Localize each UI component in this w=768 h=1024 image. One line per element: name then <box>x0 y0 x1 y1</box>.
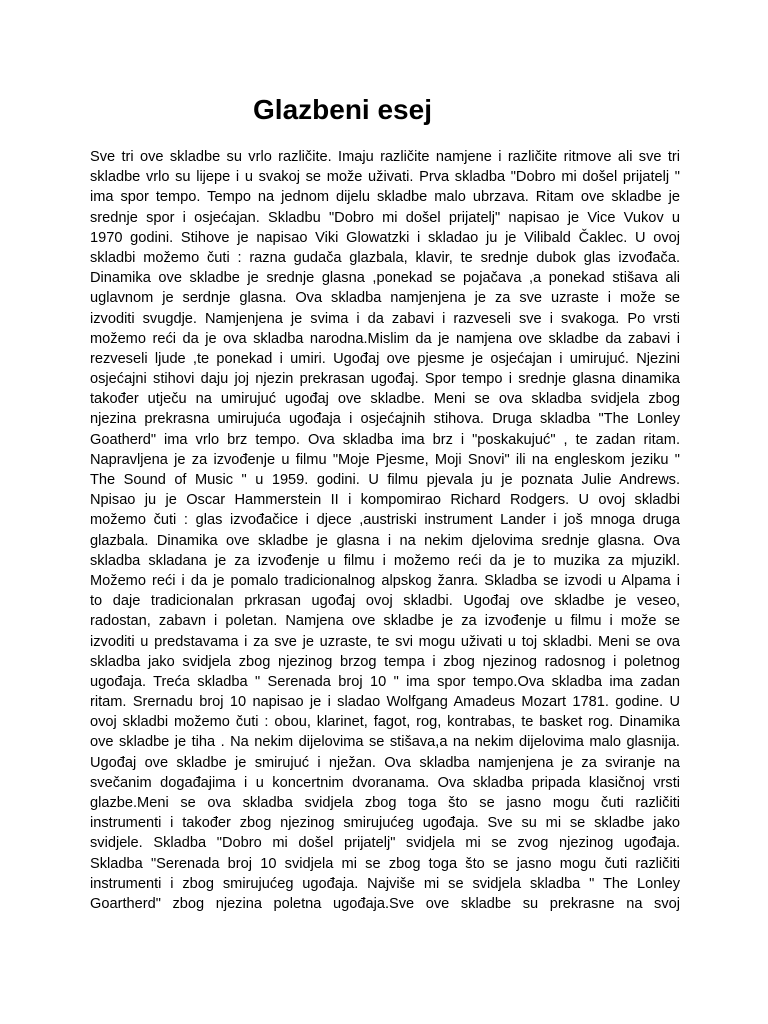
body-text-line: uglavnom je serdnje glasna. Ova skladba namjenjena je za sve uzraste i može se <box>90 290 680 307</box>
body-text-line: njezina prekrasna umirujuća ugođaja i osjećajnih stihova. Druga skladba "The Lonley <box>90 411 680 428</box>
body-text-line: ritam. Srernadu broj 10 napisao je i sladao Wolfgang Amadeus Mozart 1781. godine. U <box>90 694 680 711</box>
body-text-line: također utječu na umirujuć ugođaj ove skladbe. Meni se ova skladba svidjela zbog <box>90 391 680 408</box>
body-text-line: The Sound of Music " u 1959. godini. U filmu pjevala ju je poznata Julie Andrews. <box>90 472 680 488</box>
body-text-line: Skladba "Serenada broj 10 svidjela mi se zbog toga što se jasno mogu čuti različiti <box>90 855 680 872</box>
body-text-line: Sve tri ove skladbe su vrlo različite. Imaju različite namjene i različite ritmove ali sve tri <box>90 149 680 165</box>
body-text-line: ove skladbe je tiha . Na nekim dijelovima se stišava,a na nekim dijelovima malo glasnija. <box>90 734 680 751</box>
body-text-line: skladbe vrlo su lijepe i u svakoj se može uživati. Prva skladba "Dobro mi došel prijatelj " <box>90 169 680 186</box>
document-title: Glazbeni esej <box>253 94 432 125</box>
body-text-line: Napravljena je za izvođenje u filmu "Moje Pjesme, Moji Snovi" ili na engleskom jeziku " <box>90 451 680 468</box>
body-text-line: Npisao ju je Oscar Hammerstein II i kompomirao Richard Rodgers. U ovoj skladbi <box>90 492 680 509</box>
body-text-line: skladbi možemo čuti : razna gudača glazbala, klavir, te srednje dubok glas izvođača. <box>90 249 680 266</box>
body-text-line: radostan, zabavn i poletan. Namjena ove skladbe je za izvođenje u filmu i može se <box>90 613 680 630</box>
body-text-line: Možemo reći i da je pomalo tradicionalnog alpskog žanra. Skladba se izvodi u Alpama i <box>90 572 680 589</box>
body-text-line: ima spor tempo. Tempo na jednom dijelu skladbe malo ubrzava. Ritam ove skladbe je <box>90 189 680 206</box>
body-text-line: Ugođaj ove skladbe je smirujuć i nježan. Ova skladba namjenjena je za sviranje na <box>90 754 680 771</box>
body-text-line: instrumenti i također zbog njezinog smirujućeg ugođaja. Sve su mi se skladbe jako <box>90 815 680 832</box>
body-text-line: glazbala. Dinamika ove skladbe je glasna i na nekim djelovima srednje glasna. Ova <box>90 532 680 549</box>
body-text-line: Goatherd" ima vrlo brz tempo. Ova skladba ima brz i "poskakujuć" , te zadan ritam. <box>90 431 680 448</box>
body-text-line: srednje spor i osjećajan. Skladbu "Dobro mi došel prijatelj" napisao je Vice Vukov u <box>90 209 680 226</box>
body-text-line: osjećajni stihovi daju joj njezin prekrasan ugođaj. Spor tempo i srednje glasna dinamika <box>90 371 680 388</box>
body-text-line: glazbe.Meni se ova skladba svidjela zbog toga što se jasno mogu čuti različiti <box>90 795 680 811</box>
body-text-line: Goartherd" zbog njezina poletna ugođaja.Sve ove skladbe su prekrasne na svoj <box>90 895 680 912</box>
body-text-line: skladba jako svidjela zbog njezinog brzog tempa i zbog njezinog radosnog i poletnog <box>90 653 680 670</box>
body-text-line: ugođaja. Treća skladba " Serenada broj 10 " ima spor tempo.Ova skladba ima zadan <box>90 673 680 690</box>
body-text-line: 1970 godini. Stihove je napisao Viki Glowatzki i skladao ju je Vilibald Čaklec. U ovoj <box>90 229 680 246</box>
body-text-line: instrumenti i zbog smirujućeg ugođaja. Najviše mi se svidjela skladba " The Lonley <box>90 875 680 892</box>
body-text-line: svidjele. Skladba "Dobro mi došel prijatelj" svidjela mi se zvog njezinog ugođaja. <box>90 835 680 852</box>
body-text-line: ovoj skladbi možemo čuti : obou, klarinet, fagot, rog, kontrabas, te basket rog. Dinamika <box>90 714 680 731</box>
body-text-line: skladba skladana je za izvođenje u filmu i možemo reći da je to muzika za mjuzikl. <box>90 552 680 569</box>
body-text-line: izvoditi svugdje. Namjenjena je svima i da zabavi i razveseli sve i svakoga. Po vrsti <box>90 310 680 327</box>
body-text-line: možemo reći da je ova skladba narodna.Mislim da je namjena ove skladbe da zabavi i <box>90 330 680 347</box>
body-text-line: to daje tradicionalan prkrasan ugođaj ovoj skladbi. Ugođaj ove skladbe je veseo, <box>90 593 680 610</box>
body-text-line: svečanim događajima i u koncertnim dvoranama. Ova skladba pripada klasičnoj vrsti <box>90 774 680 791</box>
body-text-line: izvoditi u predstavama i za sve je uzraste, te svi mogu uživati u toj skladbi. Meni se ova <box>90 633 680 650</box>
document-body <box>90 147 680 914</box>
body-text-line: Dinamika ove skladbe je srednje glasna ,ponekad se pojačava ,a ponekad stišava ali <box>90 270 680 287</box>
body-text-line: rezveseli ljude ,te ponekad i umiri. Ugođaj ove pjesme je osjećajan i umirujuć. Njezini <box>90 350 680 367</box>
body-text-line: možemo čuti : glas izvođačice i djece ,austriski instrument Lander i još mnoga druga <box>90 512 680 529</box>
